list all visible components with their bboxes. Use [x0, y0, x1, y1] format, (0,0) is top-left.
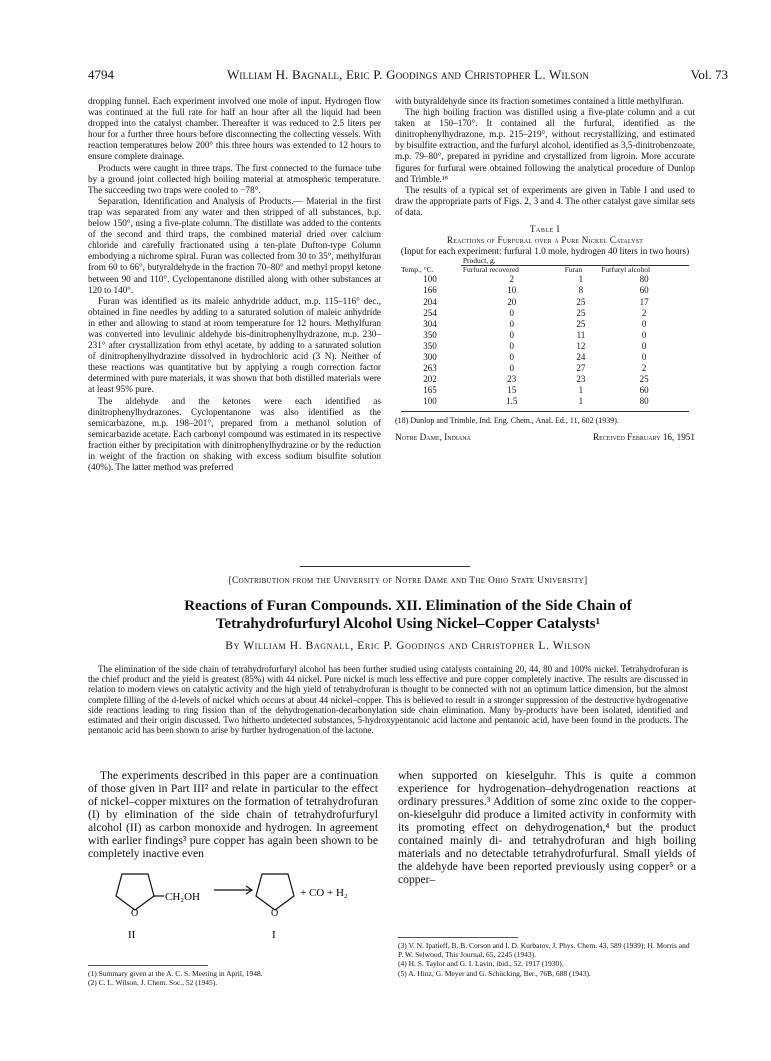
table-header: Furfuryl alcohol	[601, 265, 651, 275]
article-authors: By William H. Bagnall, Eric P. Goodings and Christopher L. Wilson	[225, 640, 591, 652]
table-cell: 263	[423, 363, 437, 374]
table-row	[399, 374, 689, 385]
table-cell: 350	[423, 340, 437, 351]
table-cell: 100	[423, 274, 437, 285]
table-cell: 166	[423, 285, 437, 296]
table-cell: 20	[507, 296, 517, 307]
table-row	[399, 396, 689, 407]
table-cell: 15	[507, 385, 517, 396]
footnote-rule	[398, 937, 518, 938]
table-cell: 300	[423, 351, 437, 362]
paragraph: Separation, Identification and Analysis of Products.— Material in the first trap was separated from any water and then stripped of all substances, b.p. below 150°, using a five-plate column. The distillate was added to the contents of the second and third traps, the combined material dried over calcium chloride and carefully fractionated using a ten-plate Dufton-type Column embodying a nichrome spiral. Furan was collected from 30 to 35°, methylfuran from 60 to 66°, butyraldehyde in the fraction 70–80° and methyl propyl ketone between 90 and 110°. Cyclopentanone distilled along with other substances at 120 to 140°.	[88, 195, 381, 295]
table-cell: 23	[507, 374, 517, 385]
received-date: Received February 16, 1951	[593, 431, 695, 442]
table-cell: 1	[578, 396, 584, 407]
table-cell: 27	[576, 363, 586, 374]
table-row	[399, 297, 689, 308]
substituent-label: CH₂OH	[165, 891, 201, 903]
footnote: (5) A. Hinz, G. Meyer and G. Schücking, Ber., 76B, 688 (1943).	[398, 968, 591, 978]
paragraph: when supported on kieselguhr. This is quite a common experience for hydrogenation–dehydrogenation reactions at ordinary pressures.³ Addition of some zinc oxide to the copper-on-kieselguhr did produce a limited activity in conformity with its promoting effect on dehydrogenation,⁴ but the product contained mainly di- and tetrahydrofuran and high boiling materials and no detectable tetrahydrofurfural. Small yields of the aldehyde have been reported previously using copper⁵ or a copper–	[398, 769, 696, 886]
reaction-arrow	[214, 886, 252, 894]
table-cell: 80	[639, 396, 649, 407]
table-cell: 165	[423, 385, 437, 396]
table-row	[399, 330, 689, 341]
table-cell: 0	[641, 329, 647, 340]
footnote: (2) C. L. Wilson, J. Chem. Soc., 52 (1945).	[88, 978, 218, 987]
table-cell: 0	[509, 363, 515, 374]
footnote: (4) H. S. Taylor and G. I. Lavin, ibid., 52, 1917 (1930).	[398, 959, 564, 969]
table-cell: 8	[578, 285, 584, 296]
page-number: 4794	[88, 67, 114, 82]
body-right-column	[398, 769, 696, 886]
table-cell: 202	[423, 374, 437, 385]
abstract: The elimination of the side chain of tetrahydrofurfuryl alcohol has been further studied using catalysts containing 20, 44, 80 and 100% nickel. Tetrahydrofuran is the chief product and the yield is greatest (85%) with 44 nickel. Pure nickel is much less effective and pure copper completely inactive. The results are discussed in relation to modern views on catalytic activity and the high yield of tetrahydrofuran is thought to be connected with not an optimum lattice dimension, but the almost complete filling of the d-levels of nickel which occurs at about 44 nickel–copper. This is believed to result in a stronger suppression of the destructive hydrogenative side reactions leading to ring fission than of the dehydrogenation-decarbonylation side chain elimination. Many by-products have been isolated, identified and estimated and their origin discussed. Two hitherto undetected substances, 5-hydroxypentanoic acid lactone and pentanoic acid, have been found in the products. The pentanoic acid has been shown to arise by further hydrogenation of the lactone.	[88, 664, 688, 736]
footnote: (3) V. N. Ipatieff, B. B. Corson and I. D. Kurbatov, J. Phys. Chem. 43, 589 (1939); H. Morris and P. W. Selwood, This Journal, 65, 2245 (1943).	[398, 941, 690, 960]
section-divider	[300, 566, 470, 567]
running-header-authors: William H. Bagnall, Eric P. Goodings and Christopher L. Wilson	[226, 67, 590, 82]
contribution-line: [Contribution from the University of Notre Dame and The Ohio State University]	[228, 576, 588, 586]
article-title	[88, 597, 728, 633]
table-cell: 304	[423, 318, 437, 329]
paragraph: The experiments described in this paper are a continuation of those given in Part III² and relate in particular to the effect of nickel–copper mixtures on the formation of tetrahydrofuran (I) by elimination of the side chain of tetrahydrofurfuryl alcohol (II) as carbon monoxide and hydrogen. In agreement with earlier findings³ pure copper has again been shown to be completely inactive even	[88, 769, 378, 860]
footnotes-right	[398, 937, 696, 978]
paragraph: The high boiling fraction was distilled using a five-plate column and a cut taken at 150–170°. It contained all the furfural, identified as the dinitrophenylhydrazone, m.p. 215–219°, without recrystallizing, and estimated by bisulfite extraction, and the furfuryl alcohol, identified as 3,5-dinitrobenzoate, m.p. 79–80°, prepared in pyridine and crystallized from ligroin. More accurate figures for furfural were obtained following the analytical procedure of Dunlop and Trimble.¹⁸	[395, 107, 695, 184]
table-header: Furan	[564, 265, 583, 275]
ring-oxygen-left: O	[131, 908, 139, 919]
table-row	[399, 319, 689, 330]
table-cell: 204	[423, 296, 437, 307]
reaction-scheme	[102, 866, 382, 946]
table-caption: Reactions of Furfural over a Pure Nickel Catalyst	[446, 235, 644, 246]
table-body	[399, 274, 689, 407]
tetrahydrofuran-ring	[256, 874, 294, 910]
table-group-header: Product, g.	[461, 257, 689, 266]
table-cell: 12	[576, 340, 586, 351]
table-row	[399, 363, 689, 374]
signature-place: Notre Dame, Indiana	[395, 431, 471, 442]
ring-oxygen-right: O	[271, 908, 279, 919]
paragraph: dropping funnel. Each experiment involved one mole of input. Hydrogen flow was continued at the full rate for half an hour after all the liquid had been dropped into the catalyst chamber. Thereafter it was reduced to 2.5 liters per hour for a further three hours before disconnecting the collecting vessels. With reaction temperatures below 200° this three hours was extended to 12 hours to ensure complete drainage.	[88, 96, 381, 162]
paragraph: Furan was identified as its maleic anhydride adduct, m.p. 115–116° dec., obtained in fine needles by adding to a saturated solution of maleic anhydride in ether and allowing to stand at room temperature for 12 hours. Methylfuran was converted into levulinic aldehyde bis-dinitrophenylhydrazone, m.p. 230–231° after crystallization from ethyl acetate, by adding to a saturated solution of dinitrophenylhydrazine dissolved in hydrochloric acid (3 N). Neither of these reactions was quantitative but by applying a rough correction factor determined with pure materials, it was shown that both distilled materials were at least 95% pure.	[88, 295, 381, 395]
table-cell: 60	[639, 385, 649, 396]
table-cell: 25	[576, 296, 586, 307]
table-cell: 23	[576, 374, 586, 385]
data-table	[399, 257, 689, 407]
paragraph: Products were caught in three traps. The first connected to the furnace tube by a ground joint collected high boiling material at atmospheric temperature. The succeeding two traps were cooled to −78°.	[88, 162, 381, 195]
left-column-top	[88, 96, 381, 473]
products-label: + CO + H₂	[300, 887, 348, 899]
table-cell: 25	[639, 374, 649, 385]
table-cell: 0	[509, 340, 515, 351]
table-cell: 60	[639, 285, 649, 296]
right-column-top	[395, 96, 695, 443]
table-cell: 0	[509, 329, 515, 340]
footnote-rule	[401, 411, 689, 412]
table-cell: 1	[578, 274, 584, 285]
running-header	[88, 67, 728, 83]
table-cell: 17	[639, 296, 649, 307]
table-cell: 0	[509, 351, 515, 362]
table-row	[399, 274, 689, 285]
table-cell: 0	[641, 340, 647, 351]
footnote-18: (18) Dunlop and Trimble, Ind. Eng. Chem., Anal. Ed., 11, 602 (1939).	[395, 416, 619, 426]
table-cell: 80	[639, 274, 649, 285]
table-row	[399, 352, 689, 363]
table-row	[399, 285, 689, 296]
table-cell: 25	[576, 318, 586, 329]
table-cell: 2	[641, 363, 647, 374]
reaction-scheme-drawing	[102, 866, 382, 946]
table-cell: 25	[576, 307, 586, 318]
tetrahydrofurfuryl-ring	[116, 874, 164, 910]
signature-line	[395, 432, 695, 443]
table-cell: 1.5	[506, 396, 518, 407]
table-cell: 2	[509, 274, 515, 285]
table-row	[399, 385, 689, 396]
table-cell: 24	[576, 351, 586, 362]
compound-label-I: I	[272, 929, 276, 941]
table-cell: 100	[423, 396, 437, 407]
table-row	[399, 341, 689, 352]
table-subtitle: (Input for each experiment: furfural 1.0 mole, hydrogen 40 liters in two hours)	[400, 246, 690, 257]
footnote-rule	[88, 965, 208, 966]
table-cell: 2	[641, 307, 647, 318]
table-header: Furfural recovered	[462, 265, 519, 275]
paragraph: with butyraldehyde since its fraction sometimes contained a little methylfuran.	[395, 96, 684, 106]
compound-label-II: II	[128, 929, 136, 941]
table-row	[399, 308, 689, 319]
paragraph: The results of a typical set of experiments are given in Table I and used to draw the appropriate parts of Figs. 2, 3 and 4. The other catalyst gave similar sets of data.	[395, 184, 695, 217]
table-cell: 254	[423, 307, 437, 318]
volume-label: Vol. 73	[690, 67, 728, 82]
table-cell: 1	[578, 385, 584, 396]
paragraph: The aldehyde and the ketones were each identified as dinitrophenylhydrazones. Cyclopentanone was also identified as the semicarbazone, m.p. 198–201°, prepared from a methanol solution of semicarbazide acetate. Each carbonyl compound was estimated in its respective fraction either by precipitation with dinitrophenylhydrazine or by the reduction in weight of the fraction on shaking with excess sodium bisulfite solution (40%). The latter method was preferred	[88, 395, 381, 473]
table-cell: 0	[509, 307, 515, 318]
table-cell: 0	[509, 318, 515, 329]
article-title-line: Tetrahydrofurfuryl Alcohol Using Nickel–Copper Catalysts¹	[215, 616, 601, 632]
table-cell: 10	[507, 285, 517, 296]
table-label: Table I	[529, 224, 561, 235]
table-cell: 0	[641, 351, 647, 362]
body-left-column	[88, 769, 378, 860]
table-header: Temp., °C.	[401, 265, 434, 275]
table-cell: 11	[576, 329, 586, 340]
table-cell: 0	[641, 318, 647, 329]
article-title-line: Reactions of Furan Compounds. XII. Elimination of the Side Chain of	[184, 598, 632, 614]
footnote: (1) Summary given at the A. C. S. Meeting in April, 1948.	[88, 969, 263, 978]
footnotes-left	[88, 965, 378, 987]
table-cell: 350	[423, 329, 437, 340]
